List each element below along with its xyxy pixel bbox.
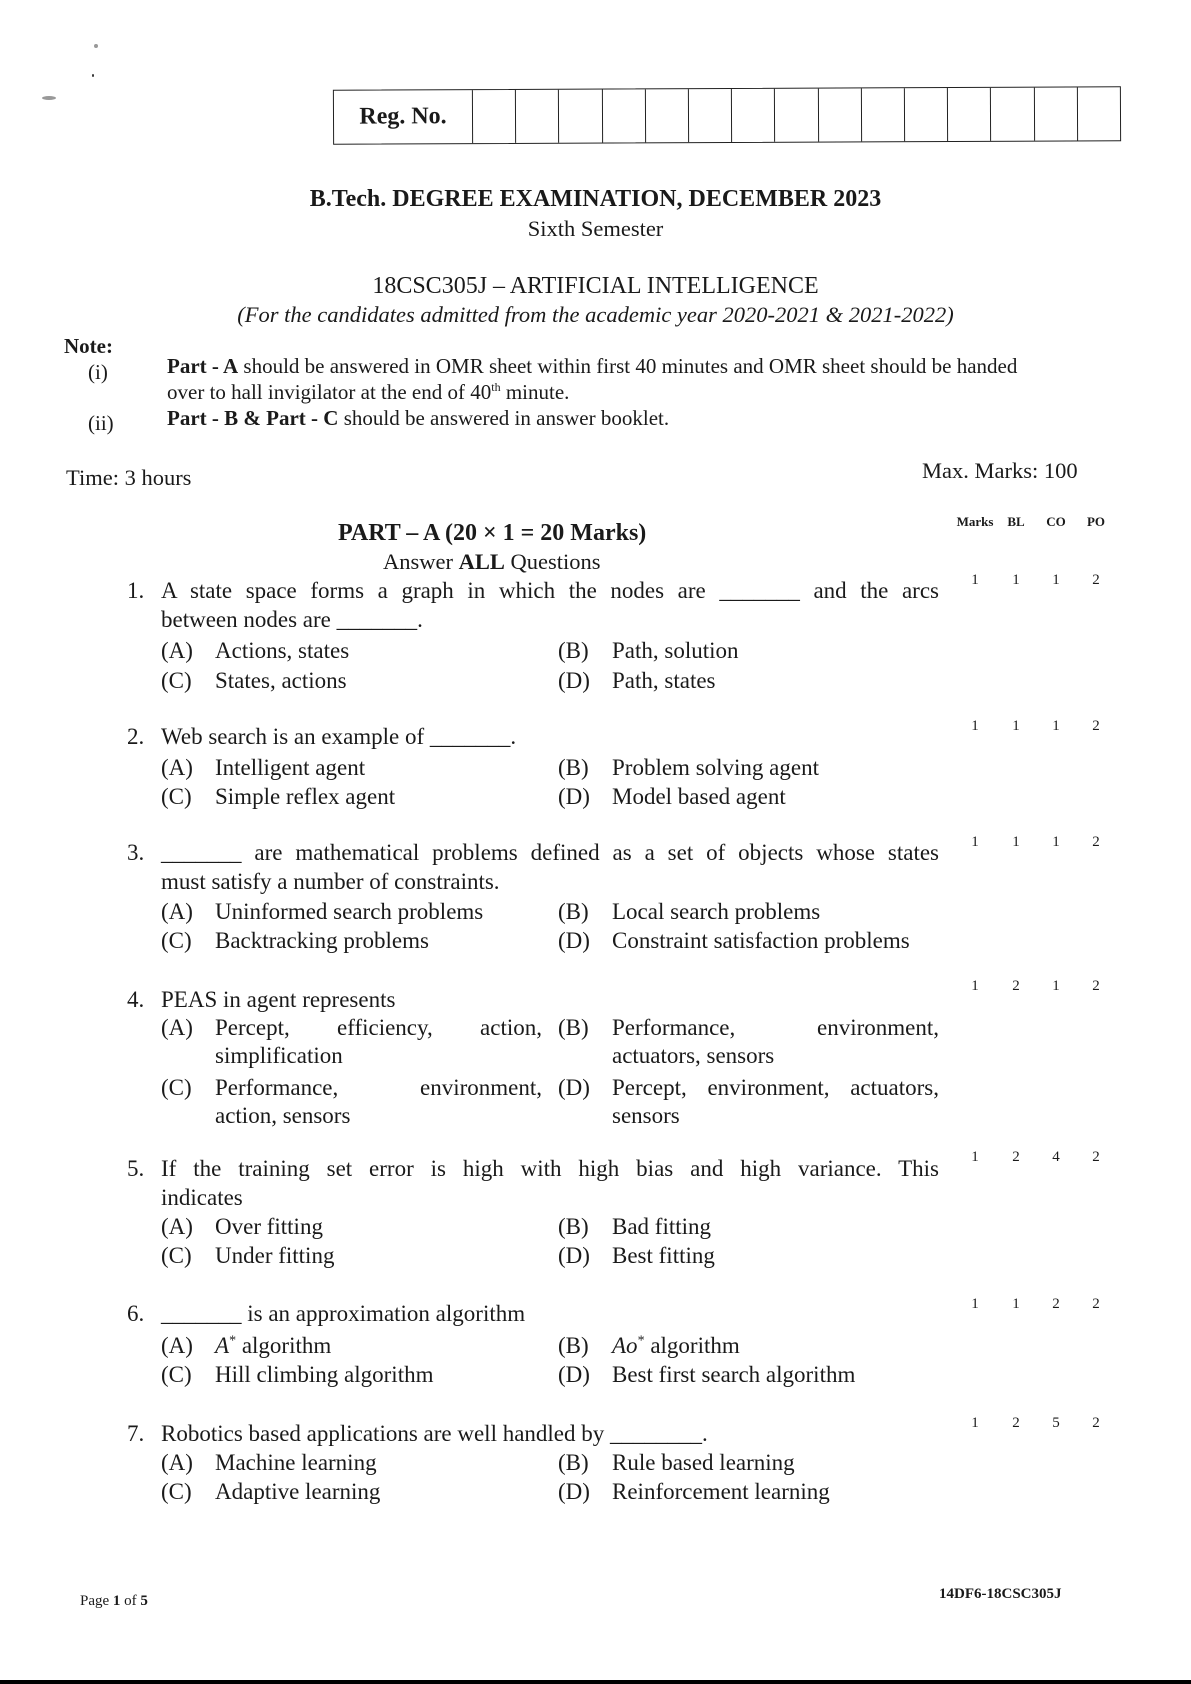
option-b[interactable] [558, 1015, 939, 1069]
note-item-1-bold: Part - A [167, 354, 239, 378]
col-header-po: PO [1086, 514, 1106, 529]
option-a[interactable] [161, 1333, 331, 1359]
option-text: Path, solution [612, 638, 739, 663]
scan-border [0, 1680, 1191, 1684]
option-b[interactable] [558, 899, 820, 925]
option-label: (B) [558, 638, 589, 663]
question-number: 3. [127, 840, 145, 865]
option-c[interactable] [161, 784, 395, 810]
option-label: (B) [558, 1015, 589, 1040]
scan-speck [92, 74, 94, 77]
option-label: (A) [161, 755, 193, 780]
question-text: PEAS in agent represents [161, 987, 396, 1012]
course-title: 18CSC305J – ARTIFICIAL INTELLIGENCE [372, 273, 819, 299]
page-number [80, 1593, 148, 1610]
option-symbol: Ao [612, 1333, 638, 1358]
option-text: Rule based learning [612, 1450, 795, 1475]
marks-co: 1 [1052, 978, 1060, 994]
option-label: (B) [558, 1333, 589, 1358]
reg-no-cell[interactable] [775, 89, 818, 142]
marks-co: 4 [1052, 1149, 1060, 1165]
option-text: Adaptive learning [215, 1479, 381, 1504]
question-text: indicates [161, 1185, 243, 1210]
option-label: (C) [161, 1362, 192, 1387]
option-text: Best first search algorithm [612, 1362, 856, 1387]
reg-no-cell[interactable] [732, 89, 775, 142]
option-a[interactable] [161, 1214, 323, 1240]
option-c[interactable] [161, 1243, 334, 1269]
page-total: 5 [140, 1593, 148, 1609]
marks-bl: 1 [1012, 718, 1020, 734]
reg-no-cell[interactable] [1035, 87, 1078, 140]
max-marks: Max. Marks: 100 [922, 458, 1078, 483]
question-number: 7. [127, 1421, 145, 1446]
option-b[interactable] [558, 1214, 711, 1240]
reg-no-cell[interactable] [646, 89, 689, 142]
option-label: (C) [161, 928, 192, 953]
option-superscript: * [637, 1333, 645, 1349]
reg-no-cell[interactable] [602, 89, 645, 142]
option-c[interactable] [161, 1479, 380, 1505]
option-text-cont: actuators, sensors [612, 1043, 775, 1068]
instruction-pre: Answer [383, 549, 459, 574]
marks-po: 2 [1092, 572, 1100, 588]
option-label: (A) [161, 1015, 193, 1040]
option-label: (B) [558, 899, 589, 924]
option-text: Path, states [612, 668, 716, 693]
question-marks [954, 978, 1116, 995]
marks-marks: 1 [971, 834, 979, 850]
note-item-number: (ii) [88, 411, 114, 435]
option-label: (A) [161, 1450, 193, 1475]
page-pre: Page [80, 1593, 113, 1609]
question-text: between nodes are _______. [161, 607, 423, 632]
reg-no-cell[interactable] [689, 89, 732, 142]
option-text: Reinforcement learning [612, 1479, 830, 1504]
reg-no-cell[interactable] [559, 90, 602, 143]
option-text: Simple reflex agent [215, 784, 396, 809]
option-superscript: * [229, 1333, 237, 1349]
option-c[interactable] [161, 1075, 542, 1129]
option-label: (D) [558, 1362, 590, 1387]
option-text: Performance, environment, [215, 1075, 542, 1100]
question-text: Robotics based applications are well handled by ________. [161, 1421, 708, 1446]
option-a[interactable] [161, 638, 349, 664]
option-label: (A) [161, 1214, 193, 1239]
reg-no-cell[interactable] [862, 88, 905, 141]
option-d[interactable] [558, 928, 910, 954]
marks-co: 2 [1052, 1296, 1060, 1312]
marks-bl: 1 [1012, 1296, 1020, 1312]
option-label: (D) [558, 928, 590, 953]
option-text: Model based agent [612, 784, 786, 809]
option-label: (C) [161, 1243, 192, 1268]
admission-note: (For the candidates admitted from the academic year 2020-2021 & 2021-2022) [237, 302, 954, 327]
option-text: Machine learning [215, 1450, 377, 1475]
question-marks [954, 572, 1116, 589]
option-text: Performance, environment, [612, 1015, 939, 1040]
question-number: 1. [127, 578, 145, 603]
marks-bl: 2 [1012, 978, 1020, 994]
part-a-instruction [383, 549, 601, 575]
option-label: (D) [558, 1243, 590, 1268]
question-marks [954, 1149, 1116, 1166]
option-text: Best fitting [612, 1243, 715, 1268]
option-text-cont: simplification [215, 1043, 343, 1068]
semester: Sixth Semester [527, 216, 664, 241]
page-mid: of [120, 1593, 141, 1609]
question-marks [954, 1296, 1116, 1313]
instruction-bold: ALL [458, 549, 505, 574]
col-header-bl: BL [1007, 514, 1025, 529]
question-marks [954, 1415, 1116, 1432]
part-a-title: PART – A (20 × 1 = 20 Marks) [338, 520, 647, 546]
marks-po: 2 [1092, 718, 1100, 734]
option-label: (A) [161, 1333, 193, 1358]
option-label: (D) [558, 1479, 590, 1504]
option-label: (B) [558, 1214, 589, 1239]
reg-no-cell[interactable] [819, 88, 862, 141]
note-item-1-sup: th [491, 380, 501, 394]
marks-bl: 1 [1012, 834, 1020, 850]
option-text: algorithm [236, 1333, 332, 1358]
note-item-number: (i) [88, 360, 108, 384]
question-text: If the training set error is high with high bias and high variance. This [161, 1156, 939, 1181]
marks-co: 1 [1052, 718, 1060, 734]
option-text: Constraint satisfaction problems [612, 928, 910, 953]
marks-bl: 2 [1012, 1149, 1020, 1165]
option-a[interactable] [161, 755, 365, 781]
option-text: Intelligent agent [215, 755, 366, 780]
note-label: Note: [64, 334, 113, 358]
option-text: Over fitting [215, 1214, 323, 1239]
column-headers [954, 514, 1116, 530]
option-label: (D) [558, 1075, 590, 1100]
option-text: Under fitting [215, 1243, 335, 1268]
question-number: 6. [127, 1301, 145, 1326]
reg-no-cell[interactable] [1078, 87, 1120, 140]
marks-marks: 1 [971, 1296, 979, 1312]
question-text: _______ is an approximation algorithm [161, 1301, 526, 1326]
marks-co: 1 [1052, 572, 1060, 588]
option-label: (C) [161, 1479, 192, 1504]
reg-no-label: Reg. No. [334, 90, 473, 144]
option-c[interactable] [161, 1362, 433, 1388]
option-text: Hill climbing algorithm [215, 1362, 434, 1387]
option-b[interactable] [558, 755, 819, 781]
question-marks [954, 834, 1116, 851]
option-d[interactable] [558, 1479, 830, 1505]
reg-no-cell[interactable] [516, 90, 559, 143]
marks-marks: 1 [971, 718, 979, 734]
option-c[interactable] [161, 928, 429, 954]
question-text: must satisfy a number of constraints. [161, 869, 500, 894]
option-text: Percept, efficiency, action, [215, 1015, 542, 1040]
reg-no-cell[interactable] [948, 88, 991, 141]
note-item-2 [167, 406, 669, 431]
option-b[interactable] [558, 1450, 795, 1476]
marks-po: 2 [1092, 1296, 1100, 1312]
note-item-1-text3: minute. [500, 380, 570, 404]
option-b[interactable] [558, 1333, 740, 1359]
question-number: 2. [127, 724, 145, 749]
marks-co: 1 [1052, 834, 1060, 850]
option-text: Problem solving agent [612, 755, 819, 780]
col-header-co: CO [1046, 514, 1066, 529]
option-label: (D) [558, 668, 590, 693]
option-label: (D) [558, 784, 590, 809]
option-a[interactable] [161, 899, 483, 925]
option-d[interactable] [558, 1075, 939, 1129]
option-c[interactable] [161, 668, 347, 694]
reg-no-cell[interactable] [905, 88, 948, 141]
option-text: Percept, environment, actuators, [612, 1075, 939, 1100]
note-item-1-text2: over to hall invigilator at the end of 40 [167, 380, 492, 404]
option-symbol: A [215, 1333, 230, 1358]
time-label: Time: 3 hours [66, 465, 192, 490]
marks-marks: 1 [971, 978, 979, 994]
marks-bl: 2 [1012, 1415, 1020, 1431]
instruction-post: Questions [504, 549, 601, 574]
scan-speck [42, 96, 56, 100]
scan-speck [94, 44, 98, 48]
question-number: 4. [127, 987, 145, 1012]
marks-marks: 1 [971, 572, 979, 588]
option-label: (A) [161, 899, 193, 924]
reg-no-cell[interactable] [473, 90, 516, 143]
option-text: Uninformed search problems [215, 899, 484, 924]
marks-po: 2 [1092, 1149, 1100, 1165]
option-text-cont: sensors [612, 1103, 680, 1128]
option-label: (C) [161, 784, 192, 809]
option-label: (C) [161, 668, 192, 693]
question-text: Web search is an example of _______. [161, 724, 517, 749]
option-d[interactable] [558, 668, 716, 694]
marks-po: 2 [1092, 978, 1100, 994]
question-text: _______ are mathematical problems defined as a set of objects whose states [161, 840, 939, 865]
option-d[interactable] [558, 1362, 855, 1388]
option-text: States, actions [215, 668, 347, 693]
question-marks [954, 718, 1116, 735]
question-text: A state space forms a graph in which the nodes are _______ and the arcs [161, 578, 939, 603]
question-number: 5. [127, 1156, 145, 1181]
option-label: (A) [161, 638, 193, 663]
note-item-1 [167, 354, 1117, 379]
note-item-2-bold: Part - B & Part - C [167, 406, 339, 430]
paper-code: 14DF6-18CSC305J [939, 1586, 1062, 1602]
marks-marks: 1 [971, 1149, 979, 1165]
option-d[interactable] [558, 1243, 715, 1269]
marks-co: 5 [1052, 1415, 1060, 1431]
option-label: (B) [558, 755, 589, 780]
option-text: Backtracking problems [215, 928, 429, 953]
note-item-2-text: should be answered in answer booklet. [338, 406, 670, 430]
reg-no-cell[interactable] [991, 88, 1034, 141]
option-label: (C) [161, 1075, 192, 1100]
option-text: Bad fitting [612, 1214, 712, 1239]
option-text-cont: action, sensors [215, 1103, 351, 1128]
note-item-1-text: should be answered in OMR sheet within first 40 minutes and OMR sheet should be handed [238, 354, 1018, 378]
option-text: Local search problems [612, 899, 821, 924]
col-header-marks: Marks [956, 514, 994, 529]
marks-po: 2 [1092, 1415, 1100, 1431]
page-current: 1 [112, 1593, 121, 1609]
marks-bl: 1 [1012, 572, 1020, 588]
option-d[interactable] [558, 784, 786, 810]
exam-title: B.Tech. DEGREE EXAMINATION, DECEMBER 2023 [309, 186, 882, 212]
option-a[interactable] [161, 1450, 377, 1476]
option-text: algorithm [644, 1333, 740, 1358]
option-text: Actions, states [215, 638, 350, 663]
marks-marks: 1 [971, 1415, 979, 1431]
reg-no-box [333, 86, 1121, 144]
option-label: (B) [558, 1450, 589, 1475]
marks-po: 2 [1092, 834, 1100, 850]
option-b[interactable] [558, 638, 739, 664]
note-item-1-cont [167, 380, 569, 405]
option-a[interactable] [161, 1015, 542, 1069]
